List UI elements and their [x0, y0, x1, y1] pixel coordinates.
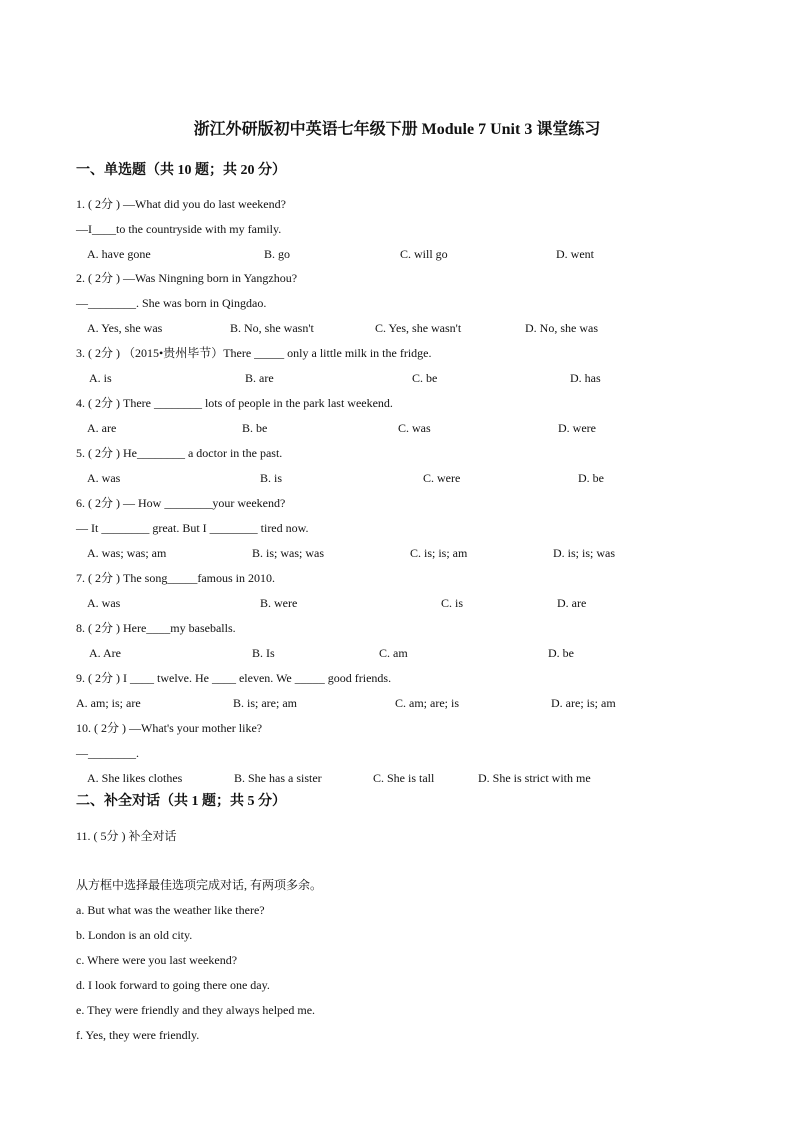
question-1-option-d[interactable]: D. went — [556, 247, 594, 261]
question-8-option-c[interactable]: C. am — [379, 646, 408, 660]
question-2-line2: —________. She was born in Qingdao. — [76, 296, 267, 310]
question-2-stem: 2. ( 2分 ) —Was Ningning born in Yangzhou? — [76, 271, 298, 285]
question-8-option-d[interactable]: D. be — [548, 646, 574, 660]
question-8-option-b[interactable]: B. Is — [252, 646, 275, 660]
question-7-option-a[interactable]: A. was — [87, 596, 121, 610]
question-4-option-d[interactable]: D. were — [558, 421, 596, 435]
question-3-option-d[interactable]: D. has — [570, 371, 601, 385]
question-7-option-c[interactable]: C. is — [441, 596, 464, 610]
question-3-option-c[interactable]: C. be — [412, 371, 438, 385]
question-2-option-c[interactable]: C. Yes, she wasn't — [375, 321, 462, 335]
question-6-line2: — It ________ great. But I ________ tired now. — [76, 521, 309, 535]
section-heading-dialogue: 二、补全对话（共 1 题；共 5 分） — [76, 794, 286, 809]
question-6-option-d[interactable]: D. is; is; was — [553, 546, 616, 560]
question-5-option-d[interactable]: D. be — [578, 471, 604, 485]
choice-f: f. Yes, they were friendly. — [76, 1028, 200, 1042]
question-5-option-c[interactable]: C. were — [423, 471, 461, 485]
question-3-option-a[interactable]: A. is — [89, 371, 112, 385]
question-5-option-a[interactable]: A. was — [87, 471, 121, 485]
question-4-stem: 4. ( 2分 ) There ________ lots of people in the park last weekend. — [76, 396, 393, 410]
choice-e: e. They were friendly and they always helped me. — [76, 1003, 316, 1017]
question-3-option-b[interactable]: B. are — [245, 371, 274, 385]
choice-c: c. Where were you last weekend? — [76, 953, 238, 967]
question-10-option-d[interactable]: D. She is strict with me — [478, 771, 591, 785]
question-5-stem: 5. ( 2分 ) He________ a doctor in the past. — [76, 446, 283, 460]
question-8-stem: 8. ( 2分 ) Here____my baseballs. — [76, 621, 236, 635]
question-6-option-c[interactable]: C. is; is; am — [410, 546, 468, 560]
question-9-option-d[interactable]: D. are; is; am — [551, 696, 616, 710]
question-10-option-b[interactable]: B. She has a sister — [234, 771, 322, 785]
question-4-option-c[interactable]: C. was — [398, 421, 431, 435]
question-2-option-d[interactable]: D. No, she was — [525, 321, 598, 335]
question-9-option-b[interactable]: B. is; are; am — [233, 696, 297, 710]
question-11-stem: 11. ( 5分 ) 补全对话 — [76, 829, 177, 843]
question-4-option-a[interactable]: A. are — [87, 421, 117, 435]
question-1-option-a[interactable]: A. have gone — [87, 247, 151, 261]
question-6-stem: 6. ( 2分 ) — How ________your weekend? — [76, 496, 286, 510]
question-1-line2: —I____to the countryside with my family. — [76, 222, 282, 236]
question-7-option-d[interactable]: D. are — [557, 596, 587, 610]
question-7-option-b[interactable]: B. were — [260, 596, 298, 610]
question-5-option-b[interactable]: B. is — [260, 471, 283, 485]
question-9-stem: 9. ( 2分 ) I ____ twelve. He ____ eleven. We _____ good friends. — [76, 671, 392, 685]
question-1-option-c[interactable]: C. will go — [400, 247, 448, 261]
question-3-stem: 3. ( 2分 ) （2015•贵州毕节）There _____ only a little milk in the fridge. — [76, 346, 432, 360]
page-title: 浙江外研版初中英语七年级下册 Module 7 Unit 3 课堂练习 — [193, 121, 601, 138]
question-7-stem: 7. ( 2分 ) The song_____famous in 2010. — [76, 571, 275, 585]
question-2-option-a[interactable]: A. Yes, she was — [87, 321, 163, 335]
question-4-option-b[interactable]: B. be — [242, 421, 268, 435]
question-6-option-b[interactable]: B. is; was; was — [252, 546, 324, 560]
choice-a: a. But what was the weather like there? — [76, 903, 265, 917]
question-11-instruction: 从方框中选择最佳选项完成对话, 有两项多余。 — [76, 878, 323, 892]
question-8-option-a[interactable]: A. Are — [89, 646, 121, 660]
question-10-option-a[interactable]: A. She likes clothes — [87, 771, 183, 785]
question-10-line2: —________. — [76, 746, 139, 760]
question-9-option-a[interactable]: A. am; is; are — [76, 696, 141, 710]
question-2-option-b[interactable]: B. No, she wasn't — [230, 321, 314, 335]
question-9-option-c[interactable]: C. am; are; is — [395, 696, 459, 710]
question-1-option-b[interactable]: B. go — [264, 247, 291, 261]
question-10-option-c[interactable]: C. She is tall — [373, 771, 435, 785]
section-heading-single-choice: 一、单选题（共 10 题；共 20 分） — [76, 163, 286, 178]
choice-d: d. I look forward to going there one day. — [76, 978, 270, 992]
question-10-stem: 10. ( 2分 ) —What's your mother like? — [76, 721, 263, 735]
choice-b: b. London is an old city. — [76, 928, 193, 942]
question-6-option-a[interactable]: A. was; was; am — [87, 546, 167, 560]
question-1-stem: 1. ( 2分 ) —What did you do last weekend? — [76, 197, 286, 211]
